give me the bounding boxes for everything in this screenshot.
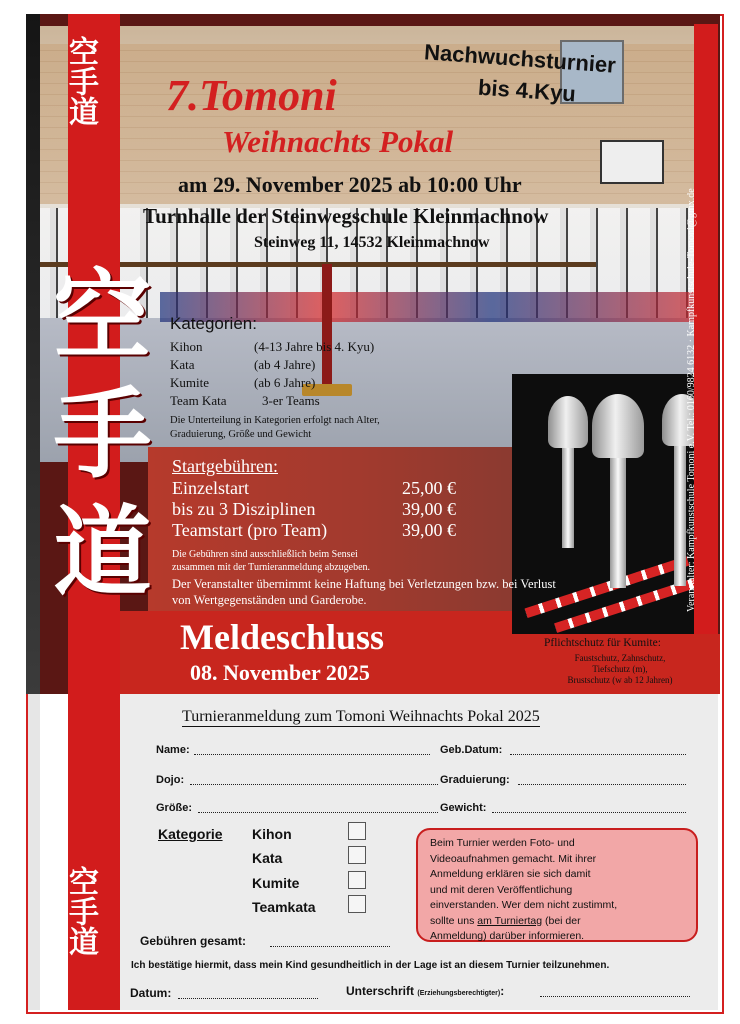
teamkata-checkbox[interactable] (348, 895, 366, 913)
fee-row: Teamstart (pro Team) 39,00 € (172, 520, 456, 540)
category-option-kumite: Kumite (252, 875, 300, 891)
badge-line2: bis 4.Kyu (477, 74, 577, 107)
category-option-kata: Kata (252, 850, 283, 866)
weight-label: Gewicht: (440, 802, 487, 814)
trophy-stem (562, 448, 574, 548)
signature-note: (Erziehungsberechtigter) (417, 990, 501, 997)
fees-total-label: Gebühren gesamt: (140, 934, 247, 948)
right-red-stripe (694, 24, 718, 694)
kata-checkbox[interactable] (348, 846, 366, 864)
dojo-label: Dojo: (156, 774, 185, 786)
categories-heading: Kategorien: (170, 314, 257, 333)
date-line: am 29. November 2025 ab 10:00 Uhr (178, 172, 522, 197)
signature-label: Unterschrift (Erziehungsberechtigter): (346, 984, 505, 998)
basketball-board (600, 140, 664, 184)
trophy-cup (592, 394, 644, 458)
fees-note: Die Gebühren sind ausschließlich beim Sensei zusammen mit der Turnieranmeldung abzugeben. (172, 549, 371, 573)
category-label: Kategorie (158, 826, 223, 842)
kanji-char: 手 (53, 377, 152, 492)
organizer-info: Veranstalter: Kampfkunstschule Tomoni e.V. Tel.: 0160/9824 6132 · Kampfkunstschule-Tomoni@gmx.de (686, 188, 697, 612)
confirmation-text: Ich bestätige hiermit, dass mein Kind gesundheitlich in der Lage ist an diesem Turnier teilzunehmen. (131, 960, 610, 971)
kanji-char: 道 (53, 495, 152, 610)
badge-line1: Nachwuchsturnier (423, 39, 617, 78)
liability-note: Der Veranstalter übernimmt keine Haftung bei Verletzungen bzw. bei Verlust von Wertgegenständen und Garderobe. (172, 577, 556, 607)
trophy-stem (610, 458, 626, 588)
trophy-cup (548, 396, 588, 448)
signature-field[interactable] (540, 996, 690, 997)
fee-row: Einzelstart 25,00 € (172, 478, 456, 498)
protection-heading: Pflichtschutz für Kumite: (544, 637, 661, 649)
kanji-top: 空手道 (63, 36, 98, 126)
category-item: Kumite (ab 6 Jahre) (170, 375, 316, 390)
deadline-label: Meldeschluss (180, 617, 385, 657)
size-label: Größe: (156, 802, 193, 814)
fee-row: bis zu 3 Disziplinen 39,00 € (172, 499, 456, 519)
photo-consent-notice: Beim Turnier werden Foto- und Videoaufnahmen gemacht. Mit ihrer Anmeldung erklären sie sich damit und mit deren Veröffentlichung einverstanden. Wer dem nicht zustimmt, sollte uns am Turniertag (bei der Anmeldung) darüber informieren. (416, 828, 698, 942)
category-option-kihon: Kihon (252, 826, 292, 842)
size-field[interactable] (198, 812, 438, 813)
kanji-bottom: 空手道 (63, 866, 98, 956)
form-title: Turnieranmeldung zum Tomoni Weihnachts Pokal 2025 (182, 708, 540, 725)
grade-label: Graduierung: (440, 774, 510, 786)
category-item: Kata (ab 4 Jahre) (170, 357, 316, 372)
trophy-stem (674, 446, 686, 586)
kihon-checkbox[interactable] (348, 822, 366, 840)
fees-total-field[interactable] (270, 946, 390, 947)
birthdate-label: Geb.Datum: (440, 744, 503, 756)
fees-heading: Startgebühren: (172, 456, 278, 476)
date-label: Datum: (130, 986, 172, 1000)
title-number: 7.Tomoni (166, 71, 337, 120)
category-option-teamkata: Teamkata (252, 899, 316, 915)
fees-table (172, 478, 456, 541)
name-field[interactable] (194, 754, 430, 755)
protection-list: Faustschutz, Zahnschutz, Tiefschutz (m), Brustschutz (w ab 12 Jahren) (567, 653, 673, 685)
address: Steinweg 11, 14532 Kleinmachnow (254, 234, 490, 251)
left-dark-stripe (26, 14, 40, 694)
grade-field[interactable] (518, 784, 686, 785)
categories-list (170, 338, 374, 410)
kumite-checkbox[interactable] (348, 871, 366, 889)
birthdate-field[interactable] (510, 754, 686, 755)
date-field[interactable] (178, 998, 318, 999)
dojo-field[interactable] (190, 784, 438, 785)
kanji-char: 空 (53, 259, 152, 374)
subtitle: Weihnachts Pokal (222, 124, 454, 159)
category-item: Team Kata 3-er Teams (170, 393, 320, 408)
title-name: Tomoni (199, 71, 337, 120)
kanji-large (40, 258, 165, 612)
deadline-date: 08. November 2025 (190, 660, 370, 685)
categories-note: Die Unterteilung in Kategorien erfolgt nach Alter, Graduierung, Größe und Gewicht (170, 415, 380, 440)
name-label: Name: (156, 744, 190, 756)
form-left-margin (28, 694, 40, 1010)
weight-field[interactable] (492, 812, 686, 813)
category-item: Kihon (4-13 Jahre bis 4. Kyu) (170, 339, 375, 354)
venue: Turnhalle der Steinwegschule Kleinmachnow (143, 204, 549, 228)
